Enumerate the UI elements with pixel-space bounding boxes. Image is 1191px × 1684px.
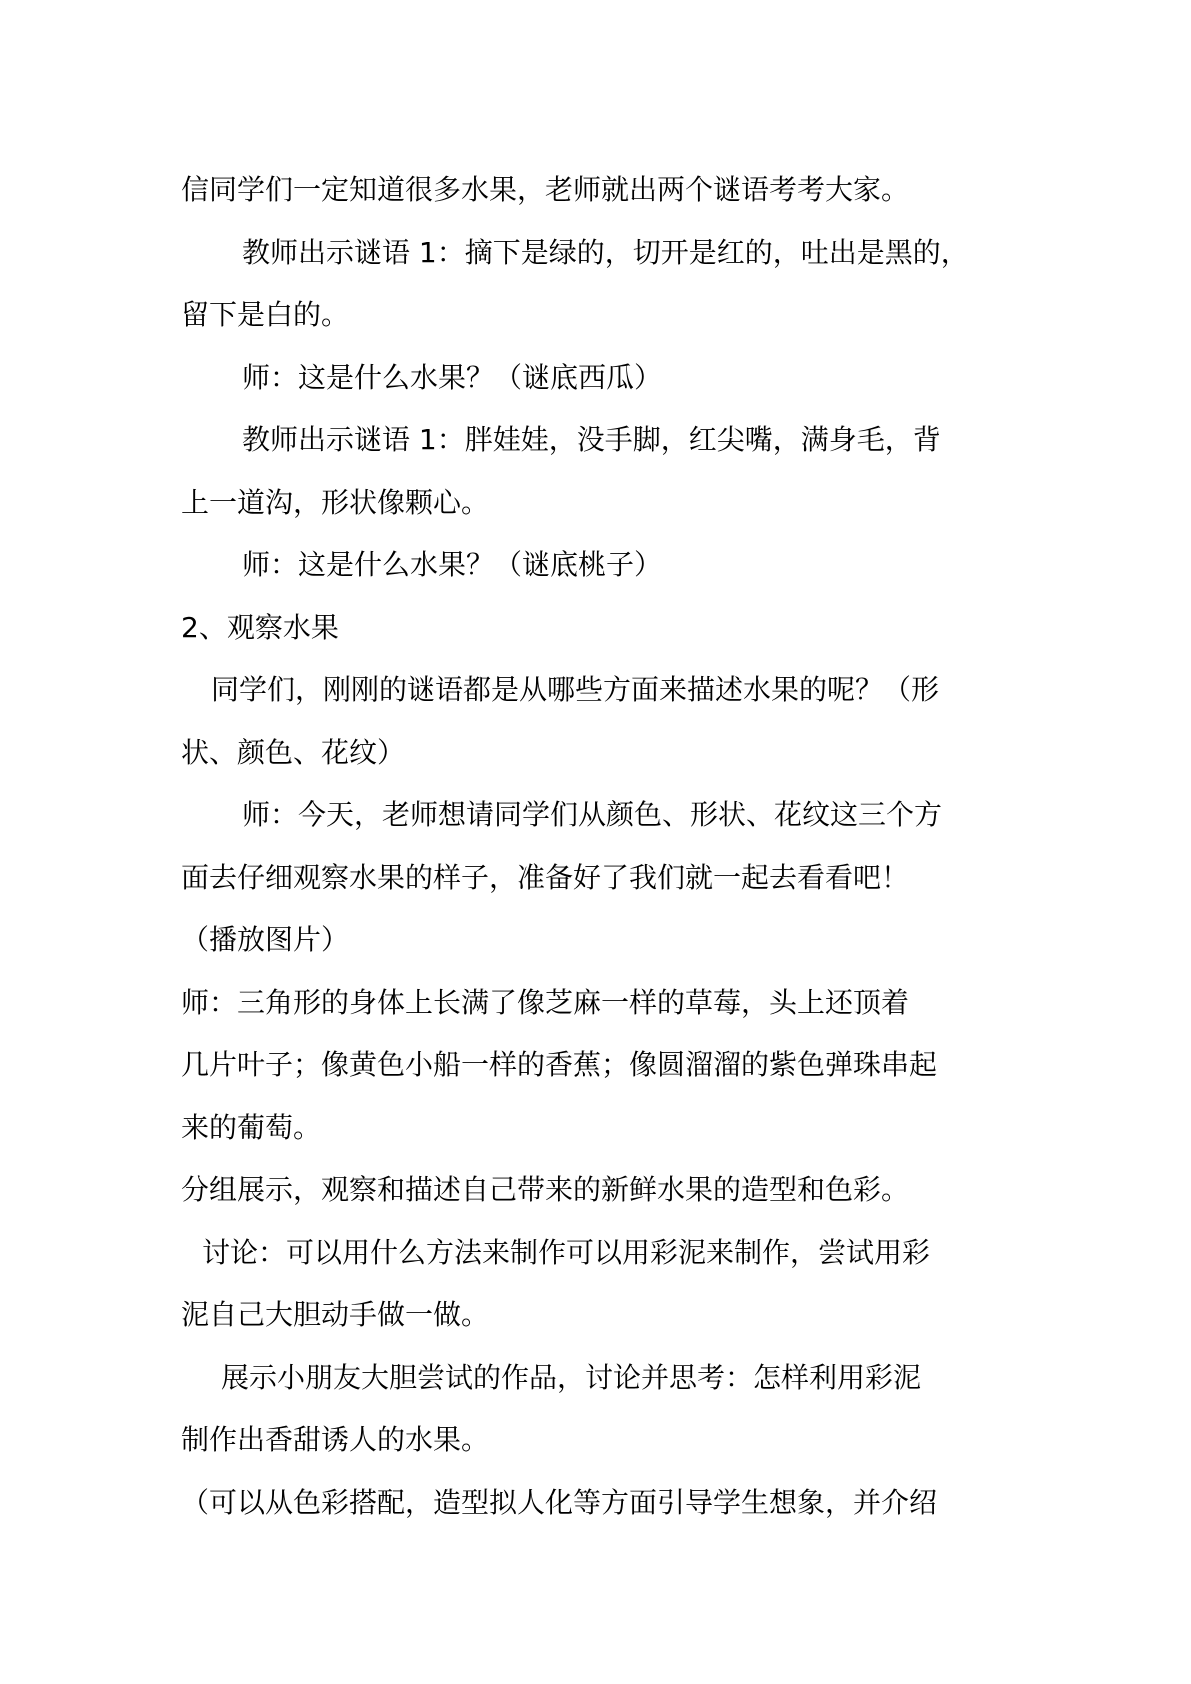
text-line: 泥自己大胆动手做一做。 [181,1298,490,1331]
text-line: 留下是白的。 [181,298,350,331]
text-line: 展示小朋友大胆尝试的作品，讨论并思考：怎样利用彩泥 [221,1361,922,1394]
text-line: 状、颜色、花纹） [181,736,406,769]
text-line: 上一道沟，形状像颗心。 [181,486,490,519]
text-line: 教师出示谜语 1：胖娃娃，没手脚，红尖嘴，满身毛，背 [242,423,941,456]
text-line: 师：这是什么水果？（谜底桃子） [242,548,663,581]
text-line: 同学们，刚刚的谜语都是从哪些方面来描述水果的呢？（形 [211,673,940,706]
section-heading: 2、观察水果 [181,611,339,644]
text-line: 几片叶子；像黄色小船一样的香蕉；像圆溜溜的紫色弹珠串起 [181,1048,938,1081]
text-line: 信同学们一定知道很多水果，老师就出两个谜语考考大家。 [181,173,910,206]
text-line: 师：三角形的身体上长满了像芝麻一样的草莓，头上还顶着 [181,986,910,1019]
text-line: 分组展示，观察和描述自己带来的新鲜水果的造型和色彩。 [181,1173,910,1206]
text-line: （可以从色彩搭配，造型拟人化等方面引导学生想象，并介绍 [181,1486,938,1519]
text-line: 师：这是什么水果？（谜底西瓜） [242,361,663,394]
text-line: 讨论：可以用什么方法来制作可以用彩泥来制作，尝试用彩 [202,1236,931,1269]
text-line: 面去仔细观察水果的样子，准备好了我们就一起去看看吧！ [181,861,910,894]
text-line: （播放图片） [181,923,350,956]
text-line: 教师出示谜语 1：摘下是绿的，切开是红的，吐出是黑的， [242,236,969,269]
text-line: 制作出香甜诱人的水果。 [181,1423,490,1456]
text-line: 师：今天，老师想请同学们从颜色、形状、花纹这三个方 [242,798,943,831]
text-line: 来的葡萄。 [181,1111,322,1144]
